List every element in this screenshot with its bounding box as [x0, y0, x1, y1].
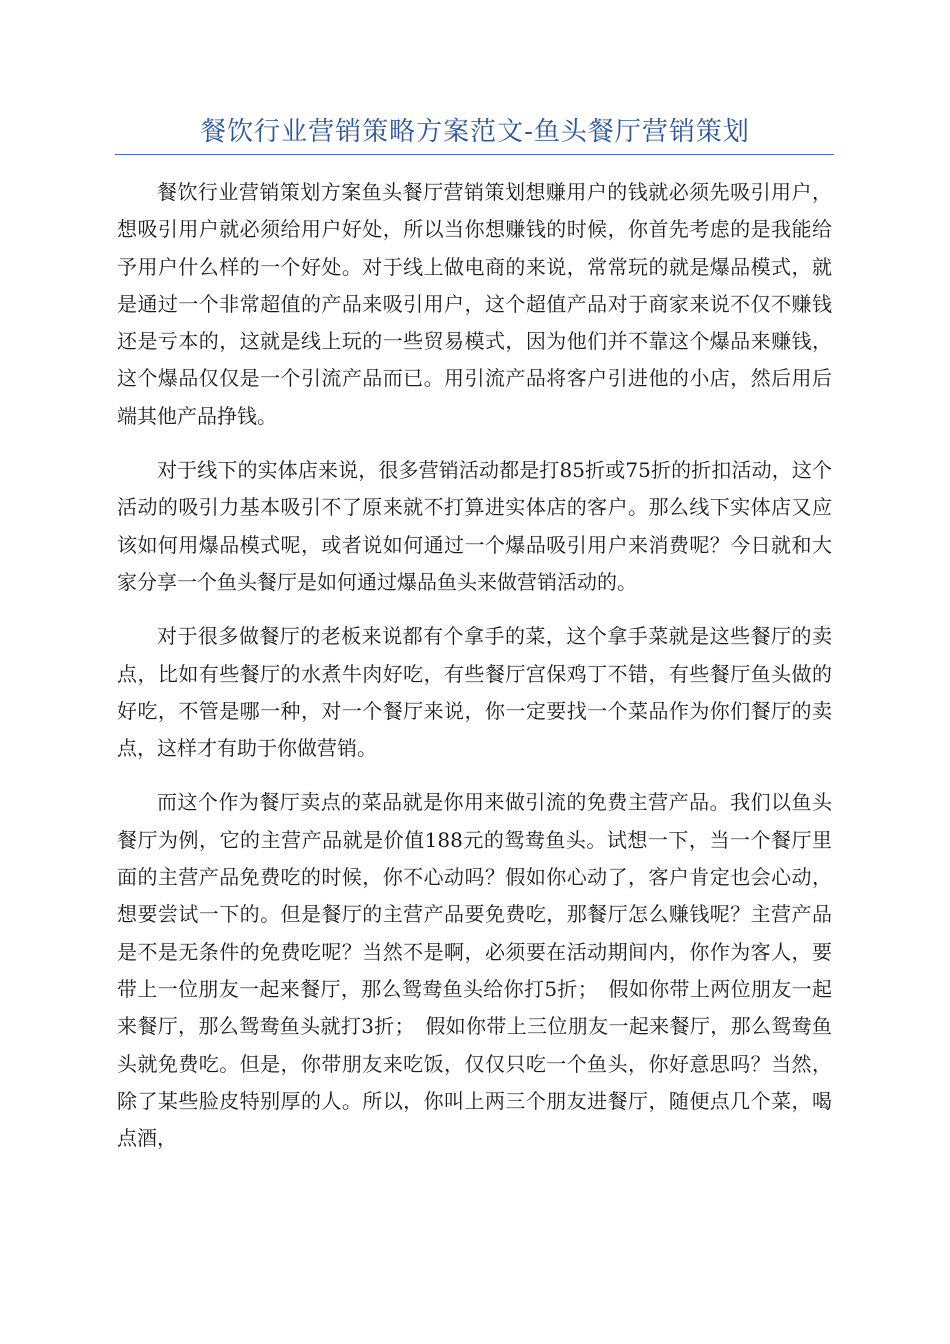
paragraph-intro: 餐饮行业营销策划方案鱼头餐厅营销策划想赚用户的钱就必须先吸引用户，想吸引用户就必须给用户好处，所以当你想赚钱的时候，你首先考虑的是我能给予用户什么样的一个好处。对于线上做电商的来说，常常玩的就是爆品模式，就是通过一个非常超值的产品来吸引用户，这个超值产品对于商家来说不仅不赚钱还是亏本的，这就是线上玩的一些贸易模式，因为他们并不靠这个爆品来赚钱，这个爆品仅仅是一个引流产品而已。用引流产品将客户引进他的小店，然后用后端其他产品挣钱。 — [117, 180, 832, 428]
document-body — [117, 174, 832, 1157]
paragraph-signature-dish: 对于很多做餐厅的老板来说都有个拿手的菜，这个拿手菜就是这些餐厅的卖点，比如有些餐厅的水煮牛肉好吃，有些餐厅宫保鸡丁不错，有些餐厅鱼头做的好吃，不管是哪一种，对一个餐厅来说，你一定要找一个菜品作为你们餐厅的卖点，这样才有助于你做营销。 — [117, 624, 832, 761]
paragraph-free-fish-head: 而这个作为餐厅卖点的菜品就是你用来做引流的免费主营产品。我们以鱼头餐厅为例，它的主营产品就是价值188元的鸳鸯鱼头。试想一下，当一个餐厅里面的主营产品免费吃的时候，你不心动吗？假如你心动了，客户肯定也会心动，想要尝试一下的。但是餐厅的主营产品要免费吃，那餐厅怎么赚钱呢？主营产品是不是无条件的免费吃呢？当然不是啊，必须要在活动期间内，你作为客人，要带上一位朋友一起来餐厅，那么鸳鸯鱼头给你打5折； 假如你带上两位朋友一起来餐厅，那么鸳鸯鱼头就打3折； 假如你带上三位朋友一起来餐厅，那么鸳鸯鱼头就免费吃。但是，你带朋友来吃饭，仅仅只吃一个鱼头，你好意思吗？当然，除了某些脸皮特别厚的人。所以，你叫上两三个朋友进餐厅，随便点几个菜，喝点酒， — [117, 790, 832, 1151]
title-underline — [115, 154, 834, 155]
paragraph-offline-stores: 对于线下的实体店来说，很多营销活动都是打85折或75折的折扣活动，这个活动的吸引力基本吸引不了原来就不打算进实体店的客户。那么线下实体店又应该如何用爆品模式呢，或者说如何通过一个爆品吸引用户来消费呢？今日就和大家分享一个鱼头餐厅是如何通过爆品鱼头来做营销活动的。 — [117, 458, 832, 594]
document-title: 餐饮行业营销策略方案范文-鱼头餐厅营销策划 — [200, 117, 750, 147]
